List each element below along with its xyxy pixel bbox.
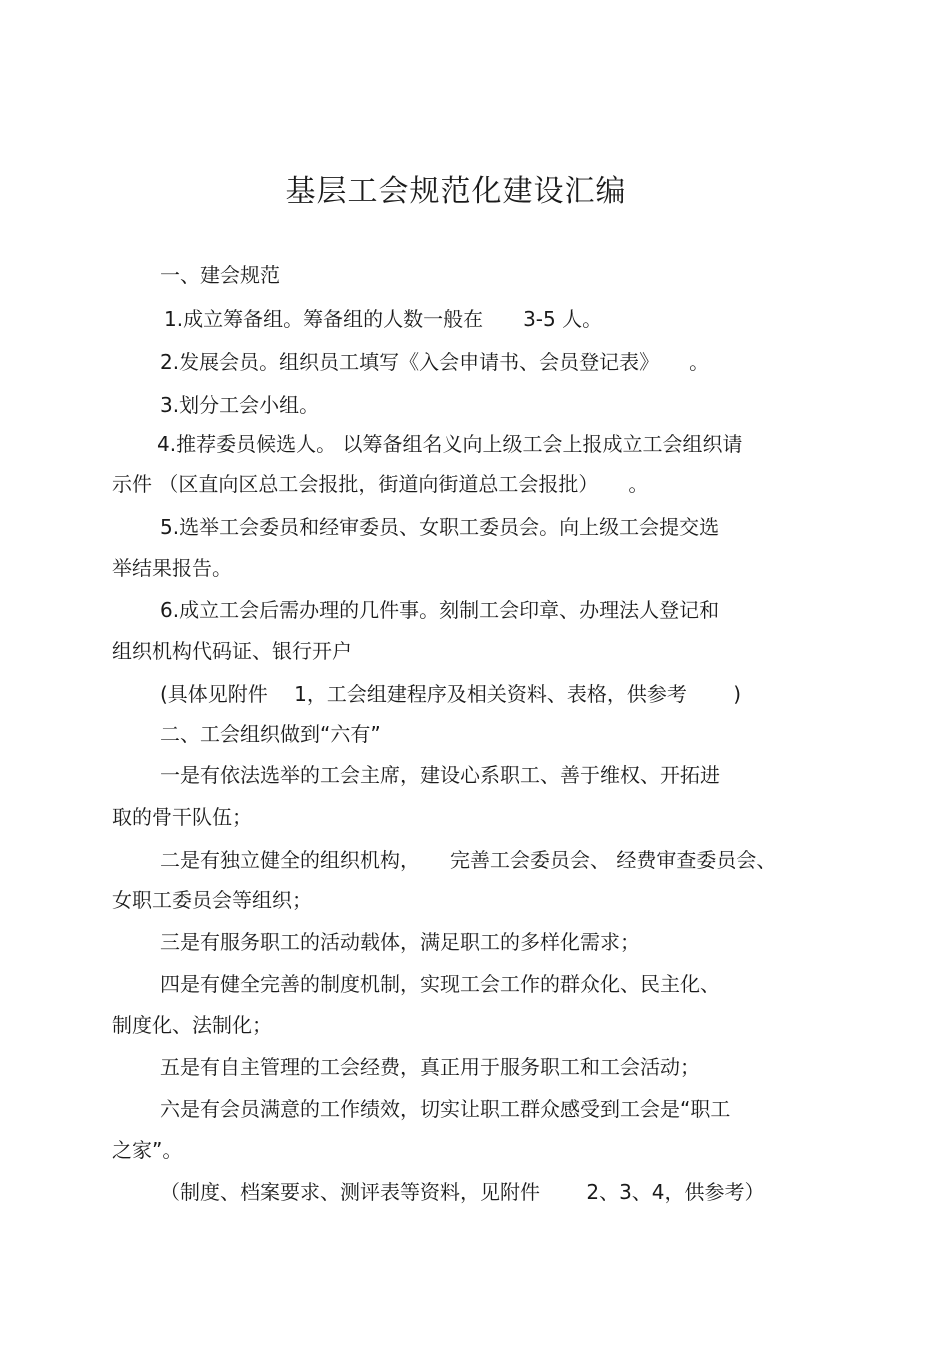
paragraph-line: 1.成立筹备组。筹备组的人数一般在 3-5 人。: [164, 307, 603, 331]
document-title: 基层工会规范化建设汇编: [285, 174, 627, 209]
paragraph-line: 取的骨干队伍；: [112, 805, 252, 829]
paragraph-line: (具体见附件 1，工会组建程序及相关资料、表格，供参考 ): [160, 682, 742, 706]
section-heading-2: 二、工会组织做到“六有”: [160, 722, 381, 746]
paragraph-line: 制度化、法制化；: [112, 1013, 272, 1037]
paragraph-line: 之家”。: [112, 1138, 183, 1162]
paragraph-line: 女职工委员会等组织；: [112, 888, 312, 912]
paragraph-line: 5.选举工会委员和经审委员、女职工委员会。向上级工会提交选: [160, 515, 720, 539]
paragraph-line: 四是有健全完善的制度机制，实现工会工作的群众化、民主化、: [160, 972, 720, 996]
paragraph-line: 2.发展会员。组织员工填写《入会申请书、会员登记表》 。: [160, 350, 710, 374]
paragraph-line: 3.划分工会小组。: [160, 393, 320, 417]
paragraph-line: 6.成立工会后需办理的几件事。刻制工会印章、办理法人登记和: [160, 598, 720, 622]
paragraph-line: 组织机构代码证、银行开户: [112, 639, 352, 663]
paragraph-line: 二是有独立健全的组织机构， 完善工会委员会、 经费审查委员会、: [160, 848, 777, 872]
paragraph-line: （制度、档案要求、测评表等资料，见附件 2、3、4，供参考）: [160, 1180, 765, 1204]
section-heading-1: 一、建会规范: [160, 263, 280, 287]
paragraph-line: 三是有服务职工的活动载体，满足职工的多样化需求；: [160, 930, 640, 954]
paragraph-line: 一是有依法选举的工会主席，建设心系职工、善于维权、开拓进: [160, 763, 720, 787]
paragraph-line: 示件 （区直向区总工会报批，街道向街道总工会报批） 。: [112, 472, 649, 496]
paragraph-line: 举结果报告。: [112, 556, 232, 580]
paragraph-line: 六是有会员满意的工作绩效，切实让职工群众感受到工会是“职工: [160, 1097, 731, 1121]
paragraph-line: 4.推荐委员候选人。 以筹备组名义向上级工会上报成立工会组织请: [157, 432, 743, 456]
paragraph-line: 五是有自主管理的工会经费，真正用于服务职工和工会活动；: [160, 1055, 700, 1079]
